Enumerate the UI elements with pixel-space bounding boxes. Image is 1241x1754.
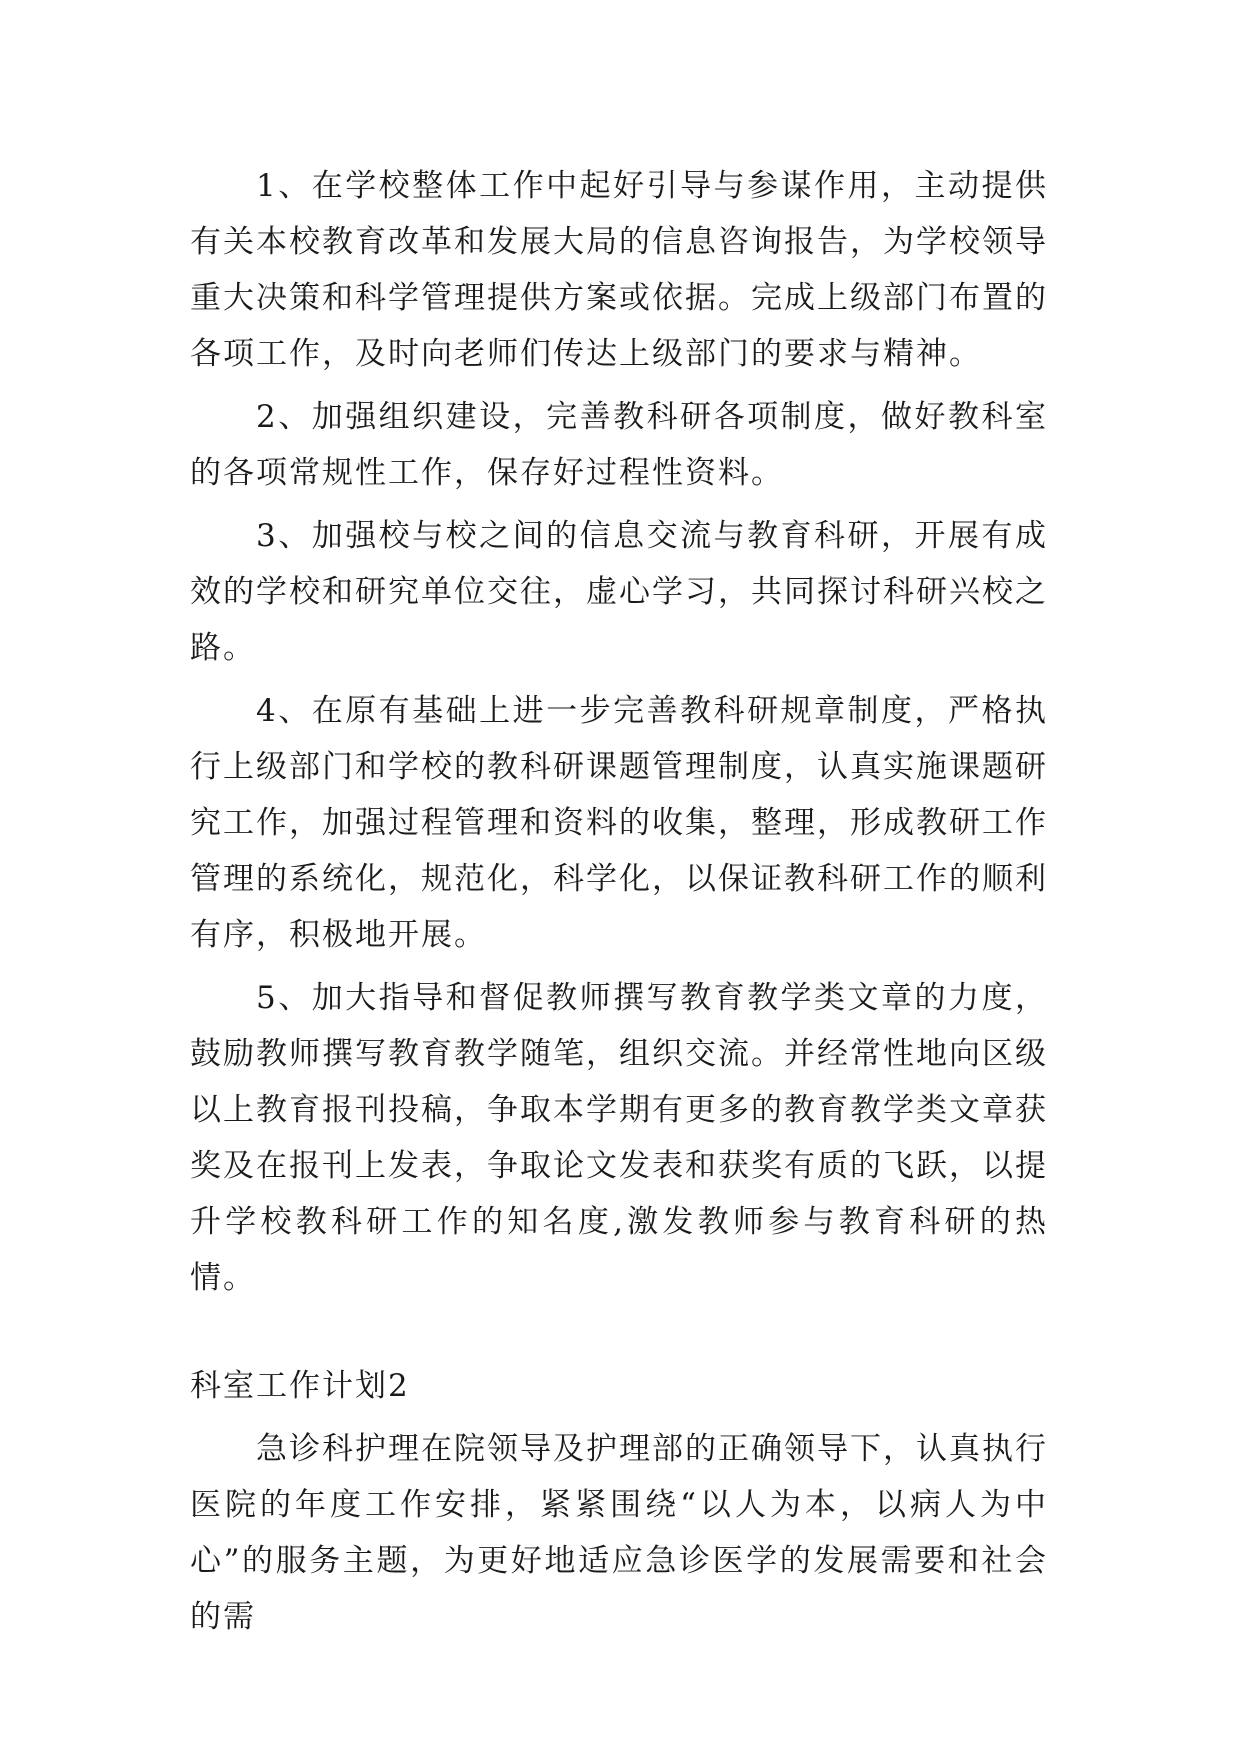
section-title: 科室工作计划2 bbox=[190, 1368, 410, 1404]
paragraph-3: 3、加强校与校之间的信息交流与教育科研，开展有成效的学校和研究单位交往，虚心学习，共同探讨科研兴校之路。 bbox=[190, 518, 1048, 666]
document-body bbox=[190, 158, 1048, 1652]
paragraph-4: 4、在原有基础上进一步完善教科研规章制度，严格执行上级部门和学校的教科研课题管理制度，认真实施课题研究工作，加强过程管理和资料的收集，整理，形成教研工作管理的系统化，规范化，科学化，以保证教科研工作的顺利有序，积极地开展。 bbox=[190, 693, 1048, 953]
paragraph-1: 1、在学校整体工作中起好引导与参谋作用，主动提供有关本校教育改革和发展大局的信息咨询报告，为学校领导重大决策和科学管理提供方案或依据。完成上级部门布置的各项工作，及时向老师们传达上级部门的要求与精神。 bbox=[190, 168, 1048, 372]
section-paragraph: 急诊科护理在院领导及护理部的正确领导下，认真执行医院的年度工作安排，紧紧围绕“以人为本，以病人为中心”的服务主题，为更好地适应急诊医学的发展需要和社会的需 bbox=[190, 1431, 1048, 1635]
paragraph-5: 5、加大指导和督促教师撰写教育教学类文章的力度，鼓励教师撰写教育教学随笔，组织交流。并经常性地向区级以上教育报刊投稿，争取本学期有更多的教育教学类文章获奖及在报刊上发表，争取论文发表和获奖有质的飞跃，以提升学校教科研工作的知名度,激发教师参与教育科研的热情。 bbox=[190, 980, 1048, 1296]
paragraph-2: 2、加强组织建设，完善教科研各项制度，做好教科室的各项常规性工作，保存好过程性资料。 bbox=[190, 399, 1048, 491]
